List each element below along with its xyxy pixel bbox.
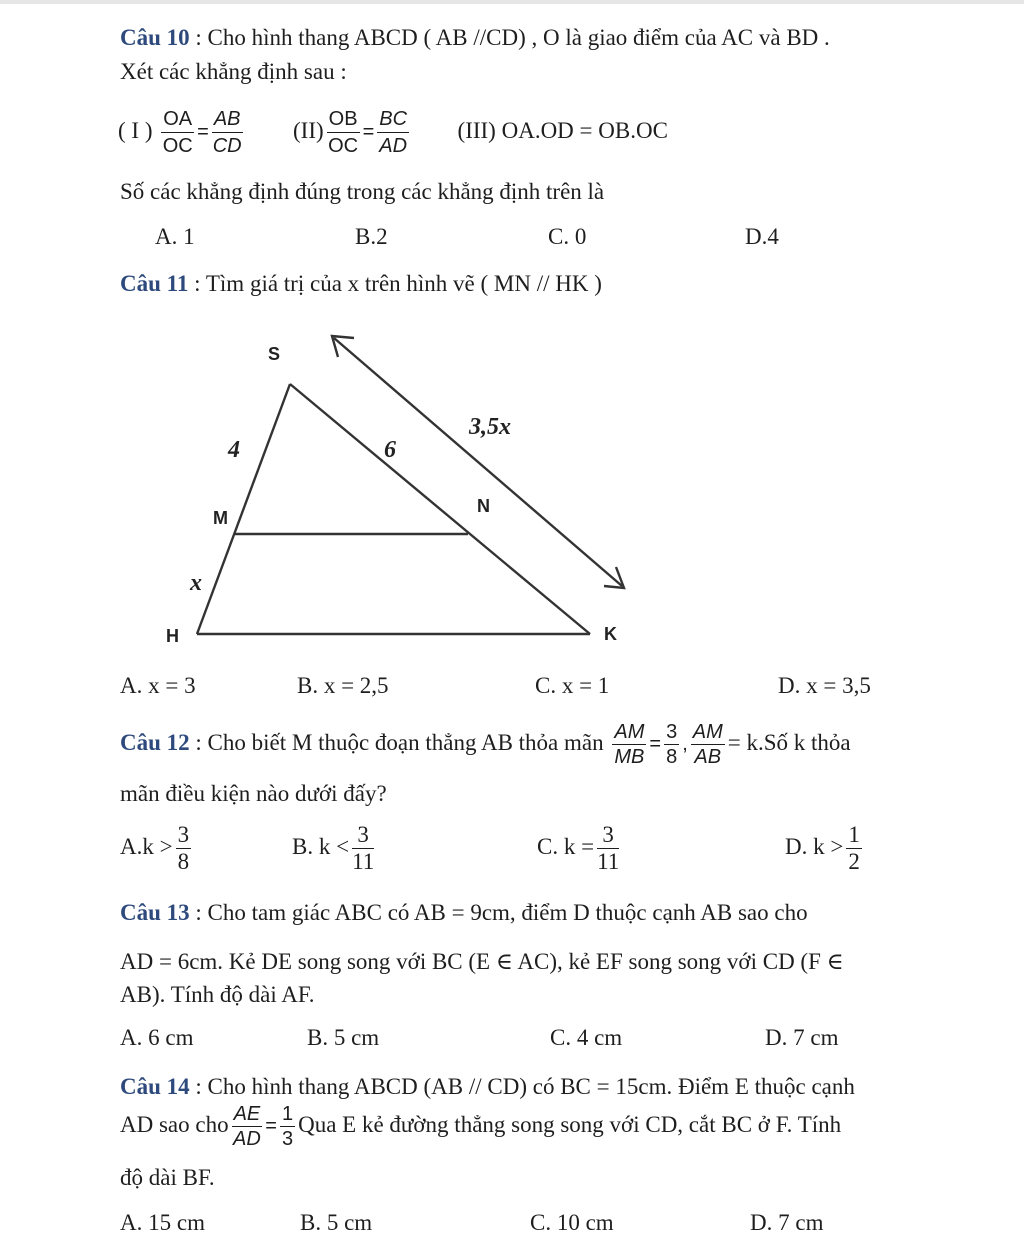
q14-option-b: B. 5 cm bbox=[300, 1210, 373, 1235]
q11-option-c: C. x = 1 bbox=[535, 673, 610, 698]
length-sn: 6 bbox=[384, 437, 396, 463]
q10-option-d: D.4 bbox=[745, 224, 779, 249]
q10-s1-label: ( I ) bbox=[118, 117, 153, 143]
q11-option-a: A. x = 3 bbox=[120, 673, 196, 698]
q14-line2: AD sao cho $\frac{AE}{AD}$ = $\frac{1}{3}$ Qua E kẻ đường thẳng song song với CD, cắt BC ở F. Tính bbox=[120, 1103, 842, 1150]
q14-option-c: C. 10 cm bbox=[530, 1210, 614, 1235]
q10-s1-frac2: $\frac{AB}{CD}$ bbox=[212, 108, 242, 157]
q11-option-d: D. x = 3,5 bbox=[778, 673, 871, 698]
length-mh: x bbox=[190, 570, 202, 596]
q14-text: : Cho hình thang ABCD (AB // CD) có BC = 15cm. Điểm E thuộc cạnh bbox=[195, 1074, 855, 1099]
point-label-k: K bbox=[604, 624, 617, 644]
q13-line3: AB). Tính độ dài AF. bbox=[120, 982, 315, 1007]
q11-option-b: B. x = 2,5 bbox=[297, 673, 389, 698]
q14-line1 bbox=[120, 1073, 855, 1101]
q10-option-b: B.2 bbox=[355, 224, 388, 249]
q13-line1 bbox=[120, 899, 808, 927]
q10-option-a: A. 1 bbox=[155, 224, 195, 249]
q10-s3: (III) OA.OD = OB.OC bbox=[457, 117, 668, 143]
point-label-h: H bbox=[166, 626, 179, 646]
q14-option-a: A. 15 cm bbox=[120, 1210, 205, 1235]
q12-line1: Câu 12 : Cho biết M thuộc đoạn thẳng AB thỏa mãn $\frac{AM}{MB}$ = $\frac{3}{8}$ , $\frac{AM}{AB}$ = k.Số k thỏa bbox=[120, 721, 851, 768]
q10-title: Câu 10 bbox=[120, 25, 190, 50]
q12-option-a: A.k > $\frac{3}{8}$ bbox=[120, 822, 190, 874]
q11-title: Câu 11 bbox=[120, 271, 189, 296]
q10-text: : Cho hình thang ABCD ( AB //CD) , O là giao điểm của AC và BD . bbox=[195, 25, 830, 50]
q13-option-b: B. 5 cm bbox=[307, 1025, 380, 1050]
q12-title: Câu 12 bbox=[120, 729, 190, 755]
q13-option-c: C. 4 cm bbox=[550, 1025, 623, 1050]
q13-text: : Cho tam giác ABC có AB = 9cm, điểm D thuộc cạnh AB sao cho bbox=[195, 900, 808, 925]
q10-question: Số các khẳng định đúng trong các khẳng định trên là bbox=[120, 179, 605, 204]
q13-line2: AD = 6cm. Kẻ DE song song với BC (E ∈ AC), kẻ EF song song với CD (F ∈ bbox=[120, 949, 844, 974]
point-label-n: N bbox=[477, 496, 490, 516]
segment-SK bbox=[290, 384, 590, 634]
q12-frac1: $\frac{AM}{MB}$ bbox=[614, 721, 645, 768]
q13-option-d: D. 7 cm bbox=[765, 1025, 839, 1050]
q10-s2-label: (II) bbox=[293, 117, 324, 143]
q12-line2: mãn điều kiện nào dưới đấy? bbox=[120, 781, 387, 806]
segment-SH bbox=[197, 384, 290, 634]
q14-line3: độ dài BF. bbox=[120, 1165, 215, 1190]
q12-option-c: C. k = $\frac{3}{11}$ bbox=[537, 822, 620, 874]
q14-frac2: $\frac{1}{3}$ bbox=[281, 1103, 294, 1150]
q12-frac3: $\frac{AM}{AB}$ bbox=[692, 721, 723, 768]
q10-statements: ( I ) $\frac{OA}{OC}$ = $\frac{AB}{CD}$ (II) $\frac{OB}{OC}$ = $\frac{BC}{AD}$ (III) OA.OD = OB.OC bbox=[118, 108, 668, 157]
q12-tail: = k.Số k thỏa bbox=[727, 729, 851, 755]
length-sm: 4 bbox=[228, 437, 240, 463]
q14-title: Câu 14 bbox=[120, 1074, 190, 1099]
q13-option-a: A. 6 cm bbox=[120, 1025, 194, 1050]
q14-frac1: $\frac{AE}{AD}$ bbox=[233, 1103, 261, 1150]
q14-option-d: D. 7 cm bbox=[750, 1210, 824, 1235]
point-label-m: M bbox=[213, 508, 228, 528]
q12-option-d: D. k > $\frac{1}{2}$ bbox=[785, 822, 860, 874]
q13-title: Câu 13 bbox=[120, 900, 190, 925]
q10-s2-frac1: $\frac{OB}{OC}$ bbox=[328, 108, 359, 157]
point-label-s: S bbox=[268, 344, 281, 364]
q10-s1-frac1: $\frac{OA}{OC}$ bbox=[162, 108, 193, 157]
q11-text: : Tìm giá trị của x trên hình vẽ ( MN // HK ) bbox=[194, 271, 602, 296]
double-arrow-line bbox=[334, 338, 622, 586]
q12-text: : Cho biết M thuộc đoạn thẳng AB thỏa mãn bbox=[195, 729, 604, 755]
q10-option-c: C. 0 bbox=[548, 224, 587, 249]
q10-line2: Xét các khẳng định sau : bbox=[120, 59, 347, 84]
q12-option-b: B. k < $\frac{3}{11}$ bbox=[292, 822, 375, 874]
q10-s2-frac2: $\frac{BC}{AD}$ bbox=[379, 108, 408, 157]
length-nk: 3,5x bbox=[469, 414, 511, 440]
q12-frac2: $\frac{3}{8}$ bbox=[666, 721, 678, 768]
